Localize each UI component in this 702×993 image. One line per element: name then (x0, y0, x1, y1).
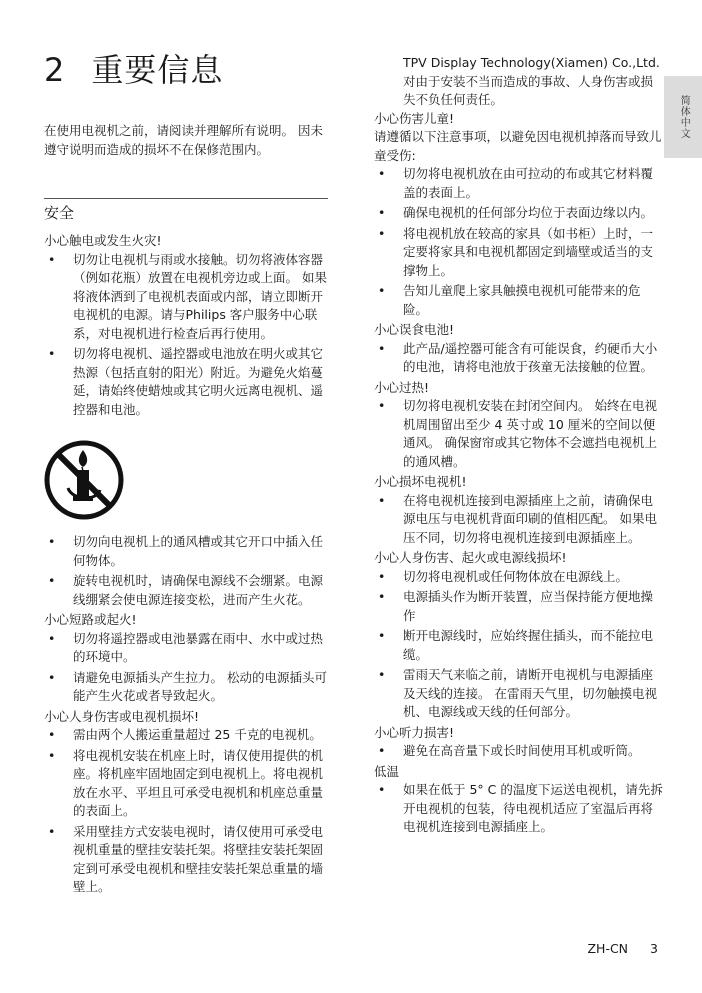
warning-title-fire: 小心触电或发生火灾! (44, 233, 162, 248)
warning-title-low-temp: 低温 (374, 763, 400, 779)
list-item: • 切勿将电视机放在由可拉动的布或其它材料覆盖的表面上。 (378, 166, 654, 200)
warning-list-injury (44, 726, 328, 897)
warning-list-children (374, 165, 664, 319)
right-column (374, 54, 664, 839)
list-item: • 断开电源线时，应始终握住插头，而不能拉电缆。 (378, 628, 654, 662)
list-item: • 电源插头作为断开装置，应当保持能方便地操作 (378, 589, 654, 623)
intro-paragraph: 在使用电视机之前，请阅读并理解所有说明。 因未遵守说明而造成的损坏不在保修范围内。 (44, 123, 323, 157)
list-item: • 在将电视机连接到电源插座上之前，请确保电源电压与电视机背面印刷的值相匹配。 如果电压不同，切勿将电视机连接到电源插座上。 (378, 492, 657, 545)
section-divider (44, 198, 328, 199)
list-item: • 切勿将遥控器或电池暴露在雨中、水中或过热的环境中。 (48, 630, 324, 664)
warning-title-hearing: 小心听力损害! (374, 724, 455, 740)
warning-title-overheat: 小心过热! (374, 379, 430, 395)
page-number: 3 (650, 941, 658, 956)
list-item: • 切勿将电视机、遥控器或电池放在明火或其它热源（包括直射的阳光）附近。为避免火焰蔓延，请始终使蜡烛或其它明火远离电视机、遥控器和电池。 (48, 346, 324, 417)
list-item: • 采用壁挂方式安装电视时，请仅使用可承受电视机重量的壁挂安装托架。将壁挂安装托架固定到可承受电视机和壁挂安装托架总重量的墙壁上。 (48, 823, 324, 894)
chapter-number: 2 (44, 51, 66, 89)
section-title: 安全 (44, 204, 75, 222)
list-item: • 切勿将电视机安装在封闭空间内。 始终在电视机周围留出至少 4 英寸或 10 厘米的空间以便通风。 确保窗帘或其它物体不会遮挡电视机上的通风槽。 (378, 398, 657, 469)
list-item: • 告知儿童爬上家具触摸电视机可能带来的危险。 (378, 283, 641, 317)
left-column-bottom (44, 533, 328, 899)
list-item: • 将电视机放在较高的家具（如书柜）上时，一定要将家具和电视机都固定到墙壁或适当的支撑物上。 (378, 225, 654, 278)
warning-list-power-cord (374, 568, 664, 722)
language-side-tab-label: 简体中文 (678, 95, 690, 139)
list-item: • 此产品/遥控器可能含有可能误食，约硬币大小的电池，请将电池放于孩童无法接触的位置。 (378, 340, 658, 374)
warning-title-tv-damage: 小心损坏电视机! (374, 474, 467, 489)
list-item: • 切勿将电视机或任何物体放在电源线上。 (378, 568, 629, 584)
language-side-tab (664, 76, 702, 158)
page-footer (587, 940, 658, 959)
list-item: • 雷雨天气来临之前，请断开电视机与电源插座及天线的连接。 在雷雨天气里，切勿触摸电视机、电源线或天线的任何部分。 (378, 667, 657, 719)
warning-intro-children: 请遵循以下注意事项，以避免因电视机掉落而导致儿童受伤: (374, 129, 662, 163)
warning-list-fire (44, 251, 328, 420)
page-heading (44, 50, 223, 90)
warning-list-battery (374, 340, 664, 377)
list-item: • 确保电视机的任何部分均位于表面边缘以内。 (378, 205, 654, 220)
chapter-title: 重要信息 (91, 51, 224, 89)
warning-list-low-temp (374, 781, 664, 837)
list-item: • 切勿让电视机与雨或水接触。切勿将液体容器（例如花瓶）放置在电视机旁边或上面。 如果将液体洒到了电视机表面或内部，请立即断开电视机的电源。请与Philips 客户服务中心联系，对电视机进行检查后再行使用。 (48, 251, 327, 341)
list-item: • 避免在高音量下或长时间使用耳机或听筒。 (378, 743, 641, 758)
warning-list-hearing (374, 742, 664, 761)
footer-language-code: ZH-CN (587, 941, 629, 956)
no-candle-warning-icon (44, 440, 124, 520)
warning-title-children: 小心伤害儿童! (374, 110, 455, 126)
warning-list-overheat (374, 397, 664, 471)
list-item: • 将电视机安装在机座上时，请仅使用提供的机座。将机座牢固地固定到电视机上。将电视机放在水平、平坦且可承受电视机和机座总重量的表面上。 (48, 747, 324, 818)
warning-title-battery: 小心误食电池! (374, 322, 455, 337)
list-item: • 切勿向电视机上的通风槽或其它开口中插入任何物体。 (48, 534, 324, 568)
left-column-top (44, 232, 328, 421)
continued-paragraph: TPV Display Technology(Xiamen) Co.,Ltd. 对由于安装不当而造成的事故、人身伤害或损失不负任何责任。 (403, 55, 660, 107)
warning-title-short-circuit: 小心短路或起火! (44, 612, 137, 627)
warning-list-short-circuit (44, 630, 328, 706)
list-item: • 旋转电视机时，请确保电源线不会绷紧。电源线绷紧会使电源连接变松，进而产生火花。 (48, 573, 324, 607)
list-item: • 请避免电源插头产生拉力。 松动的电源插头可能产生火花或者导致起火。 (48, 669, 327, 703)
warning-list-tv-damage (374, 492, 664, 548)
warning-title-injury: 小心人身伤害或电视机损坏! (44, 708, 200, 724)
list-item: • 需由两个人搬运重量超过 25 千克的电视机。 (48, 727, 322, 742)
list-item: • 如果在低于 5° C 的温度下运送电视机，请先拆开电视机的包装，待电视机适应了室温后再将电视机连接到电源插座上。 (378, 782, 663, 834)
warning-list-fire-continued (44, 533, 328, 609)
warning-title-power-cord: 小心人身伤害、起火或电源线损坏! (374, 550, 567, 565)
